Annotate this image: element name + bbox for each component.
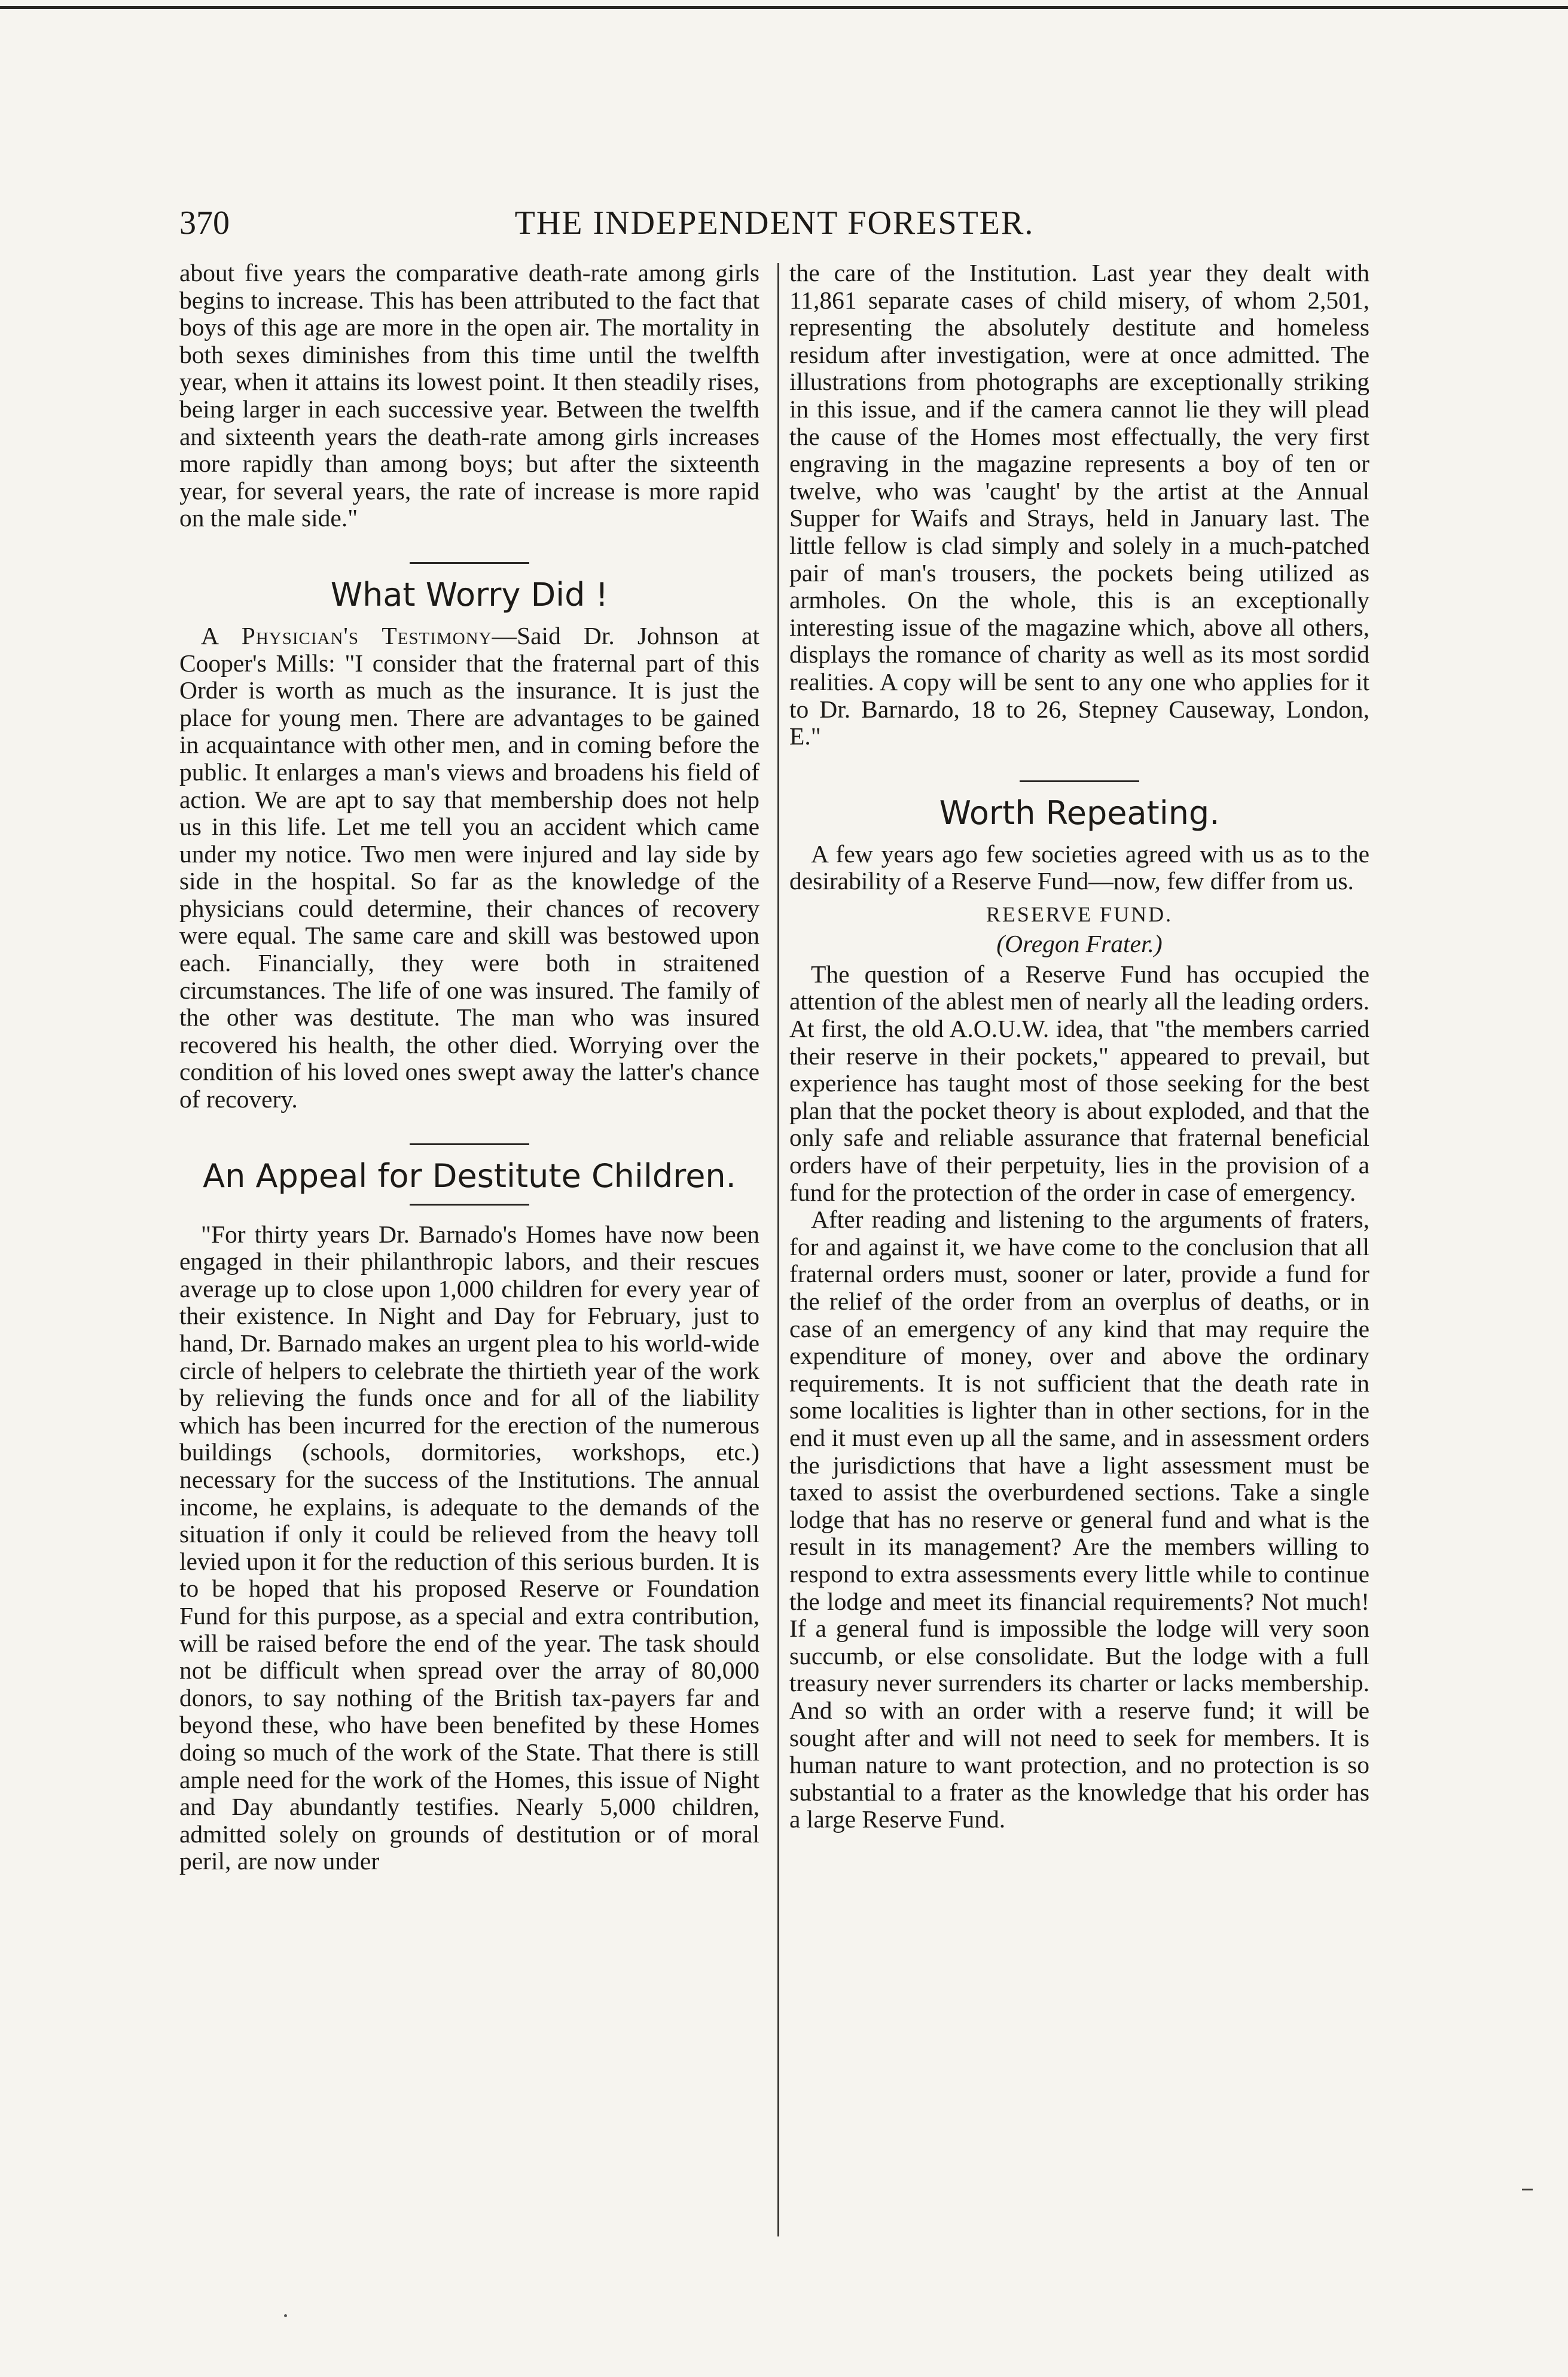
heading-worth-repeating: Worth Repeating. [939,794,1220,832]
intro-paragraph: about five years the comparative death-rate among girls begins to increase. This has been attributed to the fact that boys of this age are more in the open air. The mortality in both sexes diminishes from this time until the twelfth year, when it attains its lowest point. It then steadily rises, being larger in each successive year. Between the twelfth and sixteenth years the death-rate among girls increases more rapidly than among boys; but after the sixteenth year, for several years, the rate of increase is more rapid on the male side." [179,260,759,532]
section-rule [1020,780,1139,782]
left-column [179,260,759,2281]
section-rule [410,1143,529,1145]
worry-lead-in: A Physician's Testimony [201,621,492,649]
heading-what-worry-did: What Worry Did ! [330,575,609,614]
worth-repeating-intro: A few years ago few societies agreed with us as to the desirability of a Reserve Fund—now, few differ from us. [789,840,1369,895]
section-rule [410,562,529,564]
column-divider [777,263,779,2236]
right-column [789,260,1369,2281]
appeal-continued-paragraph: the care of the Institution. Last year they dealt with 11,861 separate cases of child misery, of whom 2,501, representing the absolutely destitute and homeless residum after investigation, were at once admitted. The illustrations from photographs are exceptionally striking in this issue, and if the camera cannot lie they will plead the cause of the Homes most effectually, the very first engraving in the magazine represents a boy of ten or twelve, who was 'caught' by the artist at the Annual Supper for Waifs and Strays, held in January last. The little fellow is clad simply and solely in a much-patched pair of man's trousers, the pockets being utilized as armholes. On the whole, this is an exceptionally interesting issue of the magazine which, above all others, displays the romance of charity as well as its most sordid realities. A copy will be sent to any one who applies for it to Dr. Barnardo, 18 to 26, Stepney Causeway, London, E." [789,260,1369,750]
section-rule [410,1204,529,1206]
print-speck [284,2314,287,2317]
reserve-fund-subheading: RESERVE FUND. [986,902,1173,926]
worry-paragraph [179,623,759,1113]
worry-body: —Said Dr. Johnson at Cooper's Mills: "I consider that the fraternal part of this Order is worth as much as the insurance. It is just the place for young men. There are advantages to be gained in acquaintance with other men, and in coming before the public. It enlarges a man's views and broadens his field of action. We are apt to say that membership does not help us in this life. Let me tell you an accident which came under my notice. Two men were injured and lay side by side in the hospital. So far as the knowledge of the physicians could determine, their chances of recovery were equal. The same care and skill was bestowed upon each. Financially, they were both in straitened circumstances. The life of one was insured. The family of the other was destitute. The man who was insured recovered his health, the other died. Worrying over the condition of his loved ones swept away the latter's chance of recovery. [179,621,759,1113]
source-citation: (Oregon Frater.) [996,929,1163,957]
heading-appeal-destitute-children: An Appeal for Destitute Children. [203,1157,736,1195]
page-number: 370 [179,205,230,242]
page-header [179,199,1369,247]
running-title: THE INDEPENDENT FORESTER. [514,205,1035,242]
top-border-rule [0,6,1568,9]
reserve-fund-paragraph-2: After reading and listening to the arguments of fraters, for and against it, we have come to the conclusion that all fraternal orders must, sooner or later, provide a fund for the relief of the order from an overplus of deaths, or in case of an emergency of any kind that may require the expenditure of money, over and above the ordinary requirements. It is not sufficient that the death rate in some localities is lighter than in other sections, for in the end it must even up all the same, and in assessment orders the jurisdictions that have a light assessment must be taxed to assist the overburdened sections. Take a single lodge that has no reserve or general fund and what is the result in its management? Are the members willing to respond to extra assessments every little while to continue the lodge and meet its financial requirements? Not much! If a general fund is impossible the lodge will very soon succumb, or else consolidate. But the lodge with a full treasury never surrenders its charter or lacks membership. And so with an order with a reserve fund; it will be sought after and will not need to seek for members. It is human nature to want protection, and no protection is so substantial to a frater as the knowledge that his order has a large Reserve Fund. [789,1206,1369,1833]
margin-mark [1522,2189,1533,2190]
appeal-paragraph: "For thirty years Dr. Barnado's Homes have now been engaged in their philanthropic labors, and their rescues average up to close upon 1,000 children for every year of their existence. In Night and Day for February, just to hand, Dr. Barnado makes an urgent plea to his world-wide circle of helpers to celebrate the thirtieth year of the work by relieving the funds once and for all of the liability which has been incurred for the erection of the numerous buildings (schools, dormitories, workshops, etc.) necessary for the success of the Institutions. The annual income, he explains, is adequate to the demands of the situation if only it could be relieved from the heavy toll levied upon it for the reduction of this serious burden. It is to be hoped that his proposed Reserve or Foundation Fund for this purpose, as a special and extra contribution, will be raised before the end of the year. The task should not be difficult when spread over the array of 80,000 donors, to say nothing of the British tax-payers far and beyond these, who have been benefited by these Homes doing so much of the work of the State. That there is still ample need for the work of the Homes, this issue of Night and Day abundantly testifies. Nearly 5,000 children, admitted solely on grounds of destitution or of moral peril, are now under [179,1220,759,1875]
reserve-fund-paragraph-1: The question of a Reserve Fund has occupied the attention of the ablest men of nearly all the leading orders. At first, the old A.O.U.W. idea, that "the members carried their reserve in their pockets," appeared to prevail, but experience has taught most of those seeking for the best plan that the pocket theory is about exploded, and that the only safe and reliable assurance that fraternal beneficial orders have of their perpetuity, lies in the provision of a fund for the protection of the order in case of emergency. [789,960,1369,1206]
